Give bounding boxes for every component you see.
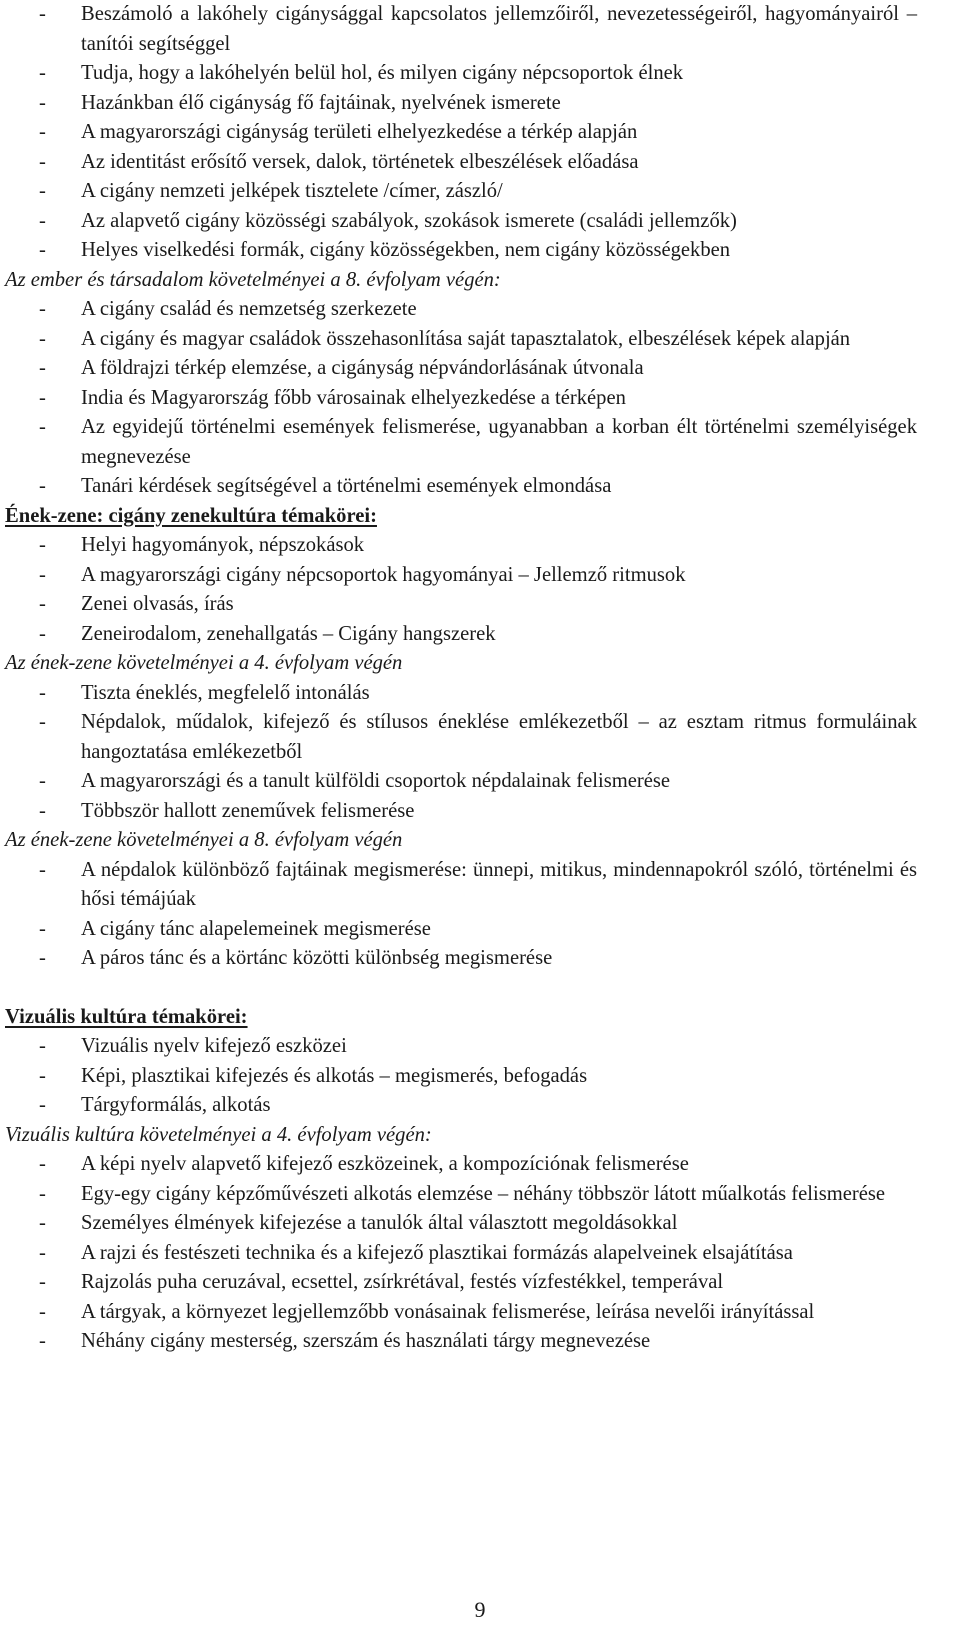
list-dash: - <box>39 209 46 232</box>
list-dash: - <box>39 711 46 733</box>
list-dash: - <box>39 3 46 25</box>
list-item: - Tanári kérdések segítségével a történelmi események elmondása <box>5 472 917 502</box>
list-item: - A cigány család és nemzetség szerkezete <box>5 295 917 325</box>
section-heading-enek-zene: Ének-zene: cigány zenekultúra témakörei: <box>5 504 377 527</box>
list-dash: - <box>39 534 46 556</box>
list-dash: - <box>39 681 46 704</box>
list-item: - A magyarországi cigány népcsoportok hagyományai – Jellemző ritmusok <box>5 561 917 591</box>
list-item: - Helyi hagyományok, népszokások <box>5 531 917 561</box>
list-dash: - <box>39 1300 46 1323</box>
list-dash: - <box>39 1064 46 1087</box>
list-item: - Hazánkban élő cigányság fő fajtáinak, nyelvének ismerete <box>5 89 917 119</box>
list-dash: - <box>39 593 46 615</box>
list-dash: - <box>39 1094 46 1116</box>
list-item: - A rajzi és festészeti technika és a kifejező plasztikai formázás alapelveinek elsajátítása <box>5 1239 917 1269</box>
list-item: - A képi nyelv alapvető kifejező eszközeinek, a kompozíciónak felismerése <box>5 1150 917 1180</box>
list-item: - Többször hallott zeneművek felismerése <box>5 797 917 827</box>
list-item: - A magyarországi és a tanult külföldi csoportok népdalainak felismerése <box>5 767 917 797</box>
list-dash: - <box>39 475 46 497</box>
list-item: - Zeneirodalom, zenehallgatás – Cigány hangszerek <box>5 620 917 650</box>
list-dash: - <box>39 1271 46 1293</box>
list-item: - Egy-egy cigány képzőművészeti alkotás elemzése – néhány többször látott műalkotás felismerése <box>5 1180 917 1210</box>
list-item: - Népdalok, műdalok, kifejező és stílusos éneklése emlékezetből – az esztam ritmus formuláinak hangoztatása emlékezetből <box>5 708 917 767</box>
list-dash: - <box>39 770 46 792</box>
list-item: - Rajzolás puha ceruzával, ecsettel, zsírkrétával, festés vízfestékkel, temperával <box>5 1268 917 1298</box>
section-subtitle-enek-zene-4: Az ének-zene követelményei a 4. évfolyam végén <box>5 652 403 674</box>
list-dash: - <box>39 62 46 84</box>
list-item: - A cigány nemzeti jelképek tisztelete /címer, zászló/ <box>5 177 917 207</box>
list-dash: - <box>39 91 46 114</box>
list-dash: - <box>39 386 46 409</box>
section-subtitle-vizualis-4: Vizuális kultúra követelményei a 4. évfolyam végén: <box>5 1123 432 1146</box>
list-block-2 <box>5 295 917 502</box>
list-dash: - <box>39 947 46 969</box>
list-item: - Tárgyformálás, alkotás <box>5 1091 917 1121</box>
list-item: - Személyes élmények kifejezése a tanulók által választott megoldásokkal <box>5 1209 917 1239</box>
list-item: - India és Magyarország főbb városainak elhelyezkedése a térképen <box>5 384 917 414</box>
list-dash: - <box>39 121 46 143</box>
list-item: - A cigány tánc alapelemeinek megismerése <box>5 915 917 945</box>
list-block-3 <box>5 531 917 649</box>
section-subtitle-enek-zene-8: Az ének-zene követelményei a 8. évfolyam végén <box>5 829 403 851</box>
list-block-1 <box>5 0 917 266</box>
list-item: - A tárgyak, a környezet legjellemzőbb vonásainak felismerése, leírása nevelői irányítással <box>5 1298 917 1328</box>
list-dash: - <box>39 563 46 586</box>
list-item: - A magyarországi cigányság területi elhelyezkedése a térkép alapján <box>5 118 917 148</box>
list-dash: - <box>39 150 46 173</box>
list-dash: - <box>39 298 46 320</box>
list-item: - Néhány cigány mesterség, szerszám és használati tárgy megnevezése <box>5 1327 917 1357</box>
list-block-5 <box>5 856 917 974</box>
list-block-6 <box>5 1032 917 1121</box>
list-dash: - <box>39 327 46 350</box>
list-dash: - <box>39 180 46 202</box>
list-dash: - <box>39 858 46 881</box>
list-item: - Képi, plasztikai kifejezés és alkotás – megismerés, befogadás <box>5 1062 917 1092</box>
list-dash: - <box>39 799 46 822</box>
list-item: - Zenei olvasás, írás <box>5 590 917 620</box>
list-item: - Tiszta éneklés, megfelelő intonálás <box>5 679 917 709</box>
list-dash: - <box>39 357 46 379</box>
list-item: - A népdalok különböző fajtáinak megismerése: ünnepi, mitikus, mindennapokról szóló, történelmi és hősi témájúak <box>5 856 917 915</box>
list-item: - Helyes viselkedési formák, cigány közösségekben, nem cigány közösségekben <box>5 236 917 266</box>
list-dash: - <box>39 1182 46 1205</box>
list-dash: - <box>39 1035 46 1057</box>
list-block-7 <box>5 1150 917 1357</box>
list-item: - Az identitást erősítő versek, dalok, történetek elbeszélések előadása <box>5 148 917 178</box>
section-heading-vizualis-kultura: Vizuális kultúra témakörei: <box>5 1005 248 1028</box>
section-spacer <box>5 974 917 1003</box>
list-item: - Beszámoló a lakóhely cigánysággal kapcsolatos jellemzőiről, nevezetességeiről, hagyományairól – tanítói segítséggel <box>5 0 917 59</box>
list-item: - A cigány és magyar családok összehasonlítása saját tapasztalatok, elbeszélések képek alapján <box>5 325 917 355</box>
list-dash: - <box>39 1241 46 1264</box>
document-page <box>5 0 917 1357</box>
list-dash: - <box>39 416 46 438</box>
list-block-4 <box>5 679 917 827</box>
list-item: - A páros tánc és a körtánc közötti különbség megismerése <box>5 944 917 974</box>
list-item: - Az egyidejű történelmi események felismerése, ugyanabban a korban élt történelmi személyiségek megnevezése <box>5 413 917 472</box>
page-number: 9 <box>474 1597 486 1622</box>
list-item: - Tudja, hogy a lakóhelyén belül hol, és milyen cigány népcsoportok élnek <box>5 59 917 89</box>
list-dash: - <box>39 1212 46 1234</box>
list-dash: - <box>39 1330 46 1352</box>
list-item: - Az alapvető cigány közösségi szabályok, szokások ismerete (családi jellemzők) <box>5 207 917 237</box>
list-item: - Vizuális nyelv kifejező eszközei <box>5 1032 917 1062</box>
list-dash: - <box>39 1153 46 1175</box>
list-dash: - <box>39 239 46 261</box>
section-subtitle-ember-tarsadalom-8: Az ember és társadalom követelményei a 8. évfolyam végén: <box>5 268 501 291</box>
list-dash: - <box>39 917 46 940</box>
list-dash: - <box>39 622 46 645</box>
list-item: - A földrajzi térkép elemzése, a cigányság népvándorlásának útvonala <box>5 354 917 384</box>
